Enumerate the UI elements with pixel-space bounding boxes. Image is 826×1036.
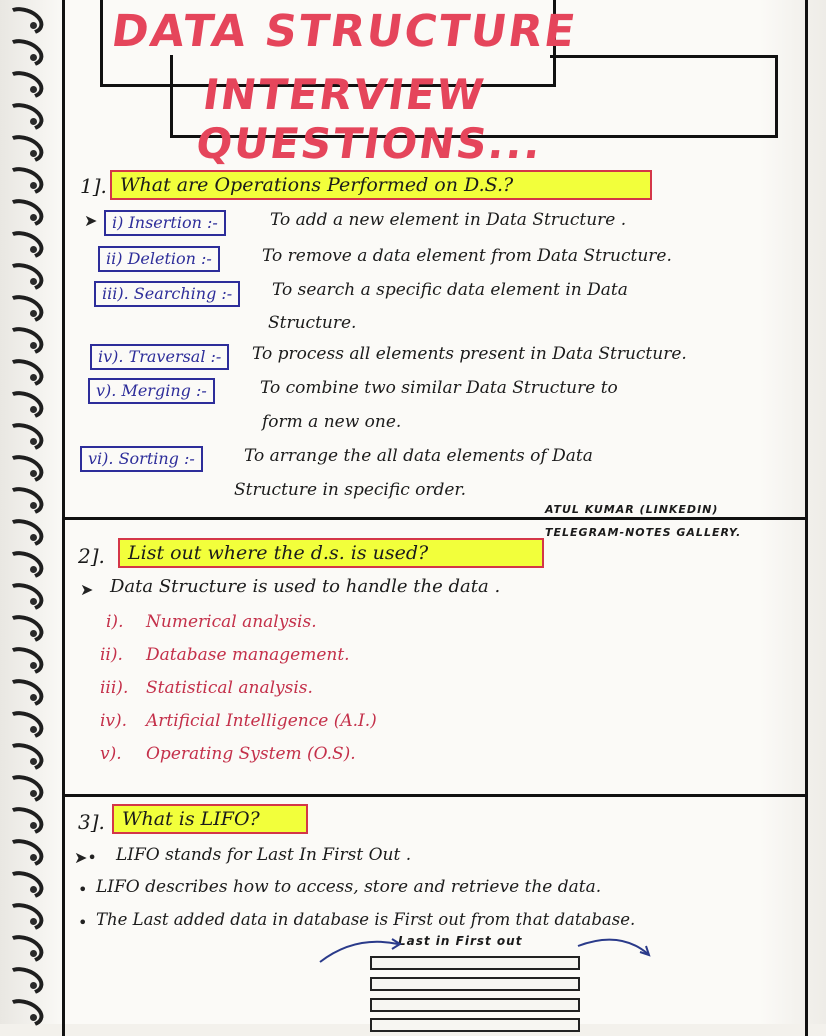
spiral-ring xyxy=(1,194,47,231)
question-3-number: 3]. xyxy=(78,810,105,834)
q1-def-5b: form a new one. xyxy=(262,412,402,432)
spiral-ring xyxy=(1,386,47,423)
bullet-arrow-icon: ➤• xyxy=(74,848,97,867)
q1-def-2: To remove a data element from Data Structure. xyxy=(262,246,672,266)
spiral-ring xyxy=(1,514,47,551)
spiral-binding xyxy=(0,0,48,1024)
spiral-ring xyxy=(1,866,47,903)
binding-hole xyxy=(30,118,37,125)
binding-hole xyxy=(30,598,37,605)
q1-term-1: i) Insertion :- xyxy=(104,210,226,236)
spiral-ring xyxy=(1,802,47,839)
binding-hole xyxy=(30,406,37,413)
credit-telegram: TELEGRAM-NOTES GALLERY. xyxy=(545,526,742,539)
q1-term-2: ii) Deletion :- xyxy=(98,246,220,272)
spiral-ring xyxy=(1,834,47,871)
q2-use-5: Operating System (O.S). xyxy=(146,744,356,764)
question-2-number: 2]. xyxy=(78,544,105,568)
stack-element xyxy=(370,1018,580,1032)
spiral-ring xyxy=(1,258,47,295)
binding-hole xyxy=(30,854,37,861)
spiral-ring xyxy=(1,322,47,359)
q2-use-1: Numerical analysis. xyxy=(146,612,317,632)
spiral-ring xyxy=(1,98,47,135)
question-2-heading: List out where the d.s. is used? xyxy=(118,538,544,568)
q1-def-4: To process all elements present in Data Structure. xyxy=(252,344,687,364)
section-divider-1 xyxy=(62,517,805,520)
spiral-ring xyxy=(1,930,47,967)
spiral-ring xyxy=(1,546,47,583)
spiral-ring xyxy=(1,130,47,167)
q2-use-2: Database management. xyxy=(146,645,350,665)
binding-hole xyxy=(30,982,37,989)
binding-hole xyxy=(30,1014,37,1021)
spiral-ring xyxy=(1,994,47,1031)
bullet-dot-icon: • xyxy=(78,913,88,932)
q2-use-2-num: ii). xyxy=(100,645,123,665)
binding-hole xyxy=(30,726,37,733)
q2-use-1-num: i). xyxy=(106,612,124,632)
binding-hole xyxy=(30,502,37,509)
q3-bullet-2: LIFO describes how to access, store and retrieve the data. xyxy=(96,877,602,897)
binding-hole xyxy=(30,470,37,477)
binding-hole xyxy=(30,694,37,701)
q1-term-5: v). Merging :- xyxy=(88,378,215,404)
binding-hole xyxy=(30,438,37,445)
q3-bullet-3: The Last added data in database is First out from that database. xyxy=(96,910,636,929)
question-1-number: 1]. xyxy=(80,174,107,198)
page-title-line1: DATA STRUCTURE xyxy=(108,6,581,57)
spiral-ring xyxy=(1,482,47,519)
binding-hole xyxy=(30,150,37,157)
spiral-ring xyxy=(1,290,47,327)
spiral-ring xyxy=(1,2,47,39)
stack-element xyxy=(370,977,580,991)
binding-hole xyxy=(30,86,37,93)
spiral-ring xyxy=(1,706,47,743)
q2-use-4-num: iv). xyxy=(100,711,128,731)
binding-hole xyxy=(30,342,37,349)
spiral-ring xyxy=(1,578,47,615)
bullet-dot-icon: • xyxy=(78,880,88,899)
spiral-ring xyxy=(1,66,47,103)
spiral-ring xyxy=(1,610,47,647)
spiral-ring xyxy=(1,450,47,487)
binding-hole xyxy=(30,886,37,893)
spiral-ring xyxy=(1,962,47,999)
binding-hole xyxy=(30,822,37,829)
q2-intro: Data Structure is used to handle the data . xyxy=(110,576,501,597)
page-title-line2: INTERVIEW QUESTIONS... xyxy=(193,70,546,168)
q3-bullet-1: LIFO stands for Last In First Out . xyxy=(116,845,412,865)
question-3-heading: What is LIFO? xyxy=(112,804,308,834)
section-divider-2 xyxy=(62,794,805,797)
spiral-ring xyxy=(1,162,47,199)
binding-hole xyxy=(30,918,37,925)
binding-hole xyxy=(30,758,37,765)
question-1-heading: What are Operations Performed on D.S.? xyxy=(110,170,652,200)
binding-hole xyxy=(30,278,37,285)
q1-def-1: To add a new element in Data Structure . xyxy=(270,210,627,230)
stack-element xyxy=(370,956,580,970)
binding-hole xyxy=(30,630,37,637)
binding-hole xyxy=(30,662,37,669)
spiral-ring xyxy=(1,674,47,711)
q2-use-3-num: iii). xyxy=(100,678,129,698)
q1-term-4: iv). Traversal :- xyxy=(90,344,229,370)
q2-use-4: Artificial Intelligence (A.I.) xyxy=(146,711,377,731)
spiral-ring xyxy=(1,898,47,935)
q1-def-3a: To search a specific data element in Data xyxy=(272,280,628,300)
spiral-ring xyxy=(1,418,47,455)
binding-hole xyxy=(30,246,37,253)
q2-use-3: Statistical analysis. xyxy=(146,678,313,698)
q1-def-6b: Structure in specific order. xyxy=(234,480,467,500)
binding-hole xyxy=(30,534,37,541)
q1-def-6a: To arrange the all data elements of Data xyxy=(244,446,593,466)
binding-hole xyxy=(30,566,37,573)
binding-hole xyxy=(30,54,37,61)
q1-def-3b: Structure. xyxy=(268,313,357,333)
lifo-diagram-label: Last in First out xyxy=(398,934,523,948)
spiral-ring xyxy=(1,226,47,263)
stack-element xyxy=(370,998,580,1012)
binding-hole xyxy=(30,182,37,189)
binding-hole xyxy=(30,214,37,221)
spiral-ring xyxy=(1,738,47,775)
credit-linkedin: ATUL KUMAR (LINKEDIN) xyxy=(545,503,719,516)
binding-hole xyxy=(30,374,37,381)
q2-use-5-num: v). xyxy=(100,744,122,764)
bullet-arrow-icon: ➤ xyxy=(84,211,98,230)
binding-hole xyxy=(30,22,37,29)
spiral-ring xyxy=(1,354,47,391)
bullet-arrow-icon: ➤ xyxy=(80,580,94,599)
binding-hole xyxy=(30,790,37,797)
q1-term-3: iii). Searching :- xyxy=(94,281,240,307)
spiral-ring xyxy=(1,34,47,71)
q1-term-6: vi). Sorting :- xyxy=(80,446,203,472)
spiral-ring xyxy=(1,770,47,807)
q1-def-5a: To combine two similar Data Structure to xyxy=(260,378,618,398)
binding-hole xyxy=(30,310,37,317)
binding-hole xyxy=(30,950,37,957)
spiral-ring xyxy=(1,642,47,679)
